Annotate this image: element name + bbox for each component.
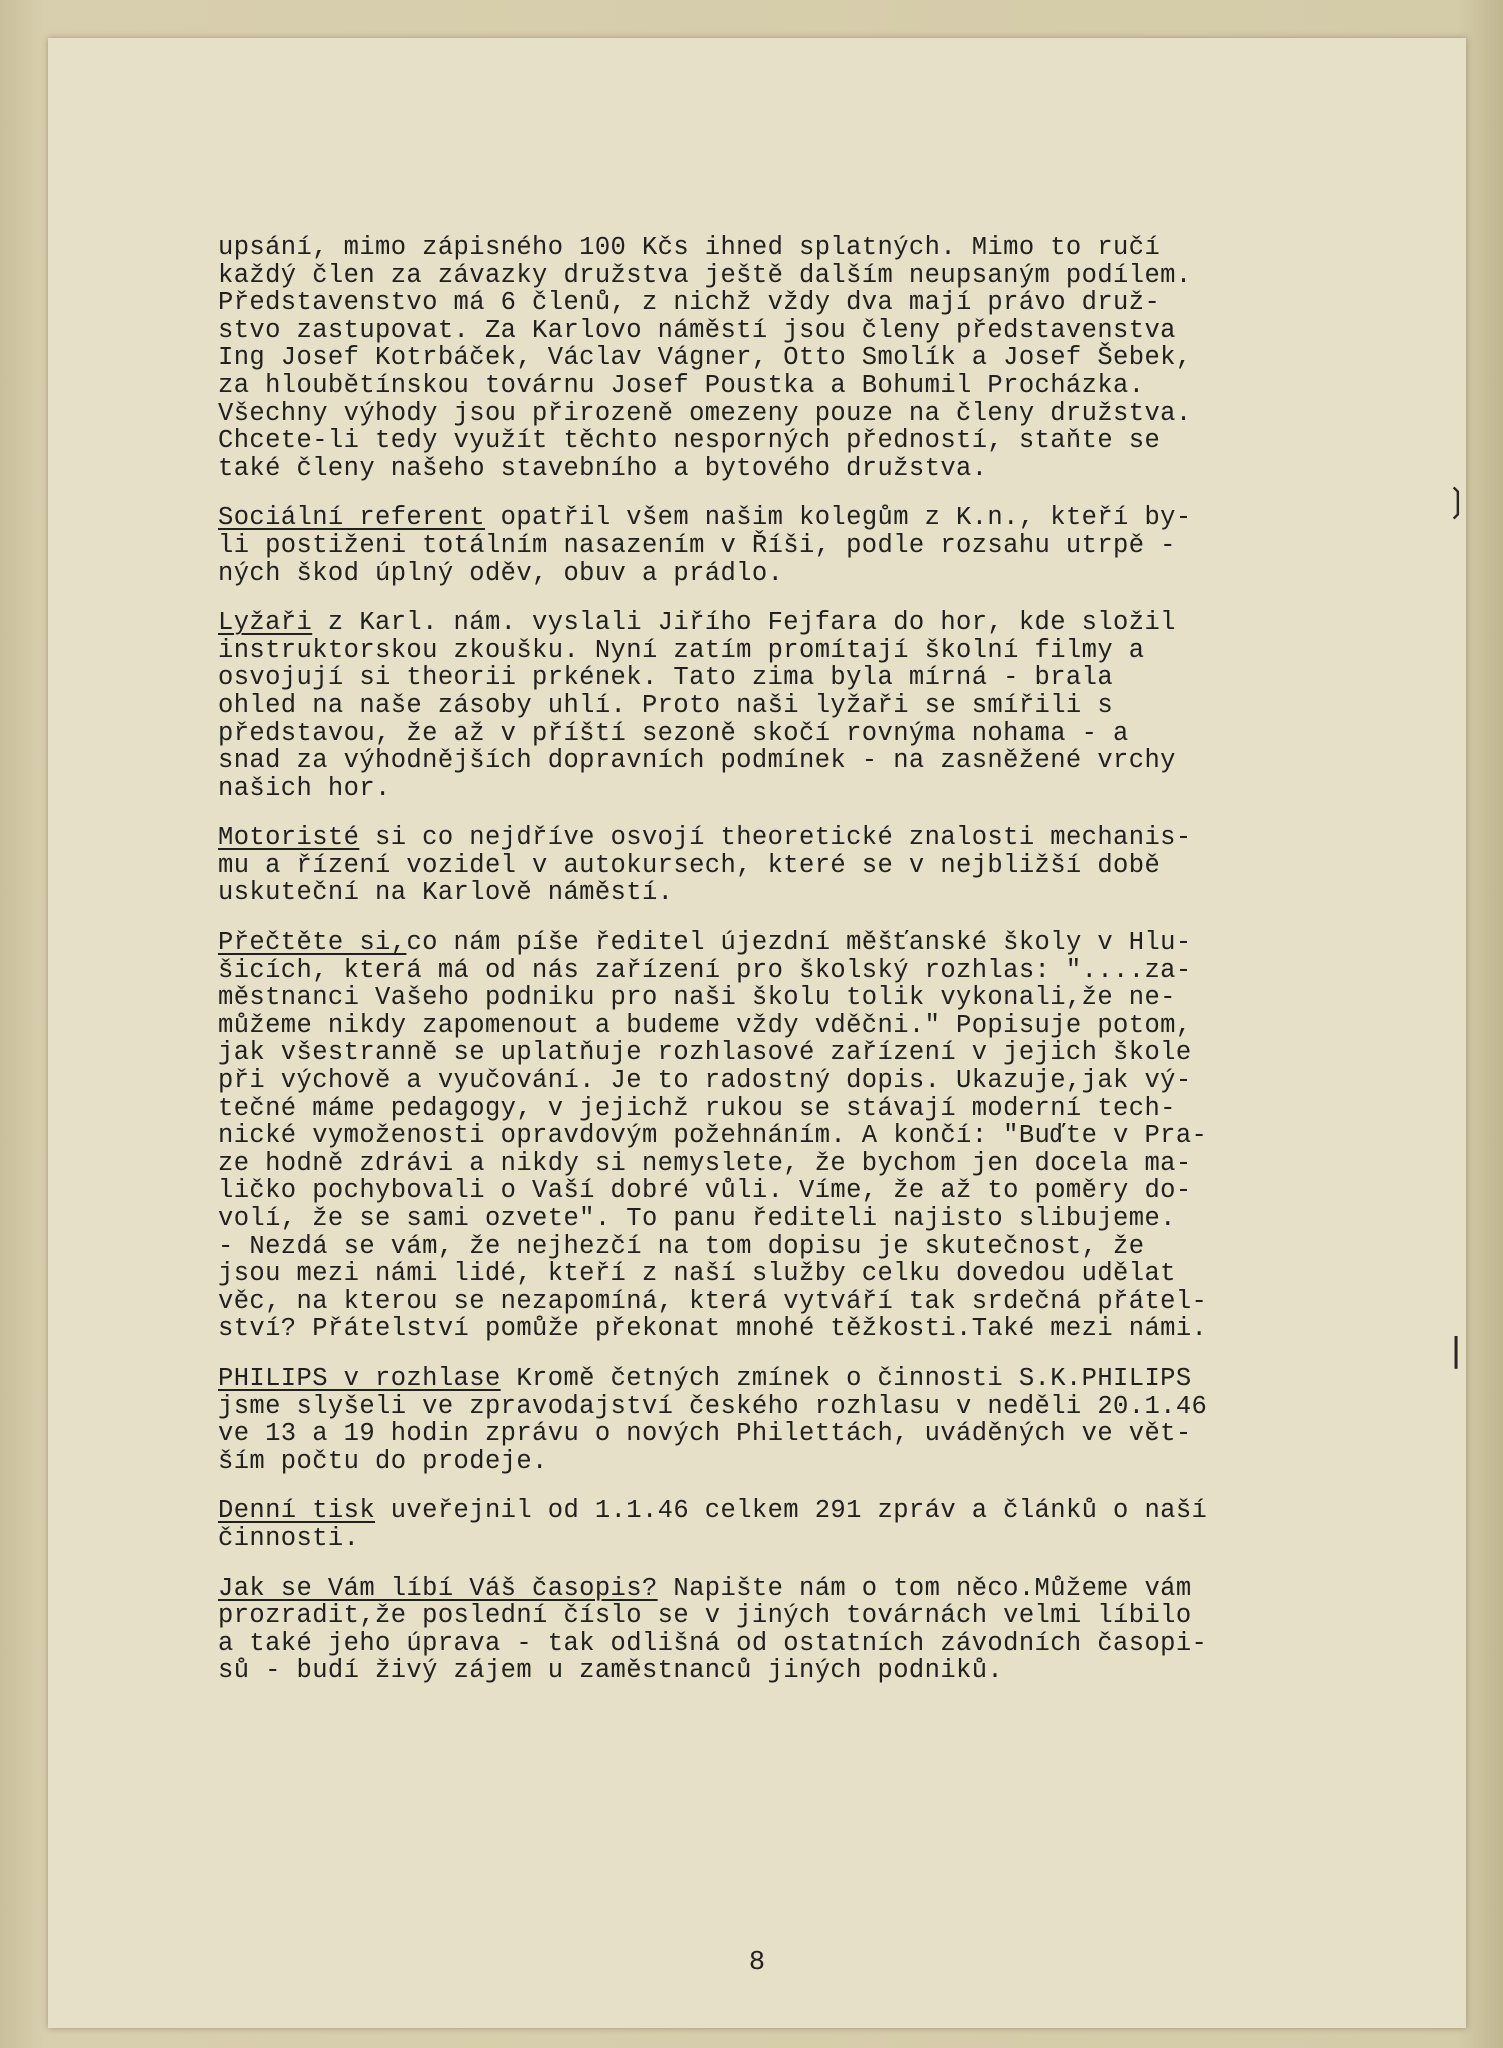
page-number: 8 bbox=[748, 1948, 766, 1978]
line-text: představou, že až v příští sezoně skočí rovnýma nohama - a bbox=[218, 718, 1129, 748]
text-line bbox=[218, 720, 1368, 748]
line-text: snad za výhodnějších dopravních podmínek - na zasněžené vrchy bbox=[218, 746, 1176, 776]
text-line bbox=[218, 1630, 1368, 1658]
text-line bbox=[218, 1095, 1368, 1123]
line-text: ličko pochybovali o Vaší dobré vůli. Víme, že až to poměry do- bbox=[218, 1176, 1192, 1206]
text-line bbox=[218, 852, 1368, 880]
document-page bbox=[48, 38, 1469, 2028]
text-line bbox=[218, 929, 1368, 957]
text-line bbox=[218, 984, 1368, 1012]
text-line bbox=[218, 427, 1368, 455]
text-line bbox=[218, 879, 1368, 907]
text-line bbox=[218, 1039, 1368, 1067]
paragraph bbox=[218, 609, 1368, 802]
text-line bbox=[218, 1288, 1368, 1316]
text-line bbox=[218, 1602, 1368, 1630]
edge-mark-ink-bottom: ❘ bbox=[1444, 1332, 1469, 1377]
text-line bbox=[218, 1575, 1368, 1603]
line-text: osvojují si theorii prkének. Tato zima byla mírná - brala bbox=[218, 663, 1114, 693]
line-text: jsme slyšeli ve zpravodajství českého rozhlasu v neděli 20.1.46 bbox=[218, 1391, 1208, 1421]
text-line bbox=[218, 664, 1368, 692]
line-text: stvo zastupovat. Za Karlovo náměstí jsou členy představenstva bbox=[218, 315, 1176, 345]
line-text: mu a řízení vozidel v autokursech, které se v nejbližší době bbox=[218, 850, 1161, 880]
paragraph bbox=[218, 1497, 1368, 1552]
text-line bbox=[218, 289, 1368, 317]
line-text: a také jeho úprava - tak odlišná od ostatních závodních časopi- bbox=[218, 1628, 1208, 1658]
text-line bbox=[218, 1260, 1368, 1288]
line-text: věc, na kterou se nezapomíná, která vytváří tak srdečná přátel- bbox=[218, 1286, 1208, 1316]
text-line bbox=[218, 1393, 1368, 1421]
text-line bbox=[218, 1365, 1368, 1393]
text-line bbox=[218, 504, 1368, 532]
line-text: nické vymoženosti opravdovým požehnáním. A končí: "Buďte v Pra- bbox=[218, 1121, 1208, 1151]
line-text: také členy našeho stavebního a bytového družstva. bbox=[218, 453, 988, 483]
paragraph bbox=[218, 929, 1368, 1343]
line-text: Všechny výhody jsou přirozeně omezeny pouze na členy družstva. bbox=[218, 398, 1192, 428]
section-heading: PHILIPS v rozhlase bbox=[218, 1363, 501, 1393]
section-heading: Sociální referent bbox=[218, 503, 485, 533]
line-text: Kromě četných zmínek o činnosti S.K.PHILIPS bbox=[500, 1363, 1192, 1393]
line-text: upsání, mimo zápisného 100 Kčs ihned splatných. Mimo to ručí bbox=[218, 233, 1161, 262]
line-text: sů - budí živý zájem u zaměstnanců jiných podniků. bbox=[218, 1656, 1004, 1686]
line-text: jak všestranně se uplatňuje rozhlasové zařízení v jejich škole bbox=[218, 1038, 1192, 1068]
text-line bbox=[218, 262, 1368, 290]
line-text: činnosti. bbox=[218, 1523, 360, 1553]
line-text: li postiženi totálním nasazením v Říši, podle rozsahu utrpě - bbox=[218, 530, 1176, 560]
text-line bbox=[218, 1657, 1368, 1685]
line-text: při výchově a vyučování. Je to radostný dopis. Ukazuje,jak vý- bbox=[218, 1066, 1192, 1096]
line-text: prozradit,že poslední číslo se v jiných továrnách velmi líbilo bbox=[218, 1601, 1192, 1631]
paragraph bbox=[218, 824, 1368, 907]
line-text: z Karl. nám. vyslali Jiřího Fejfara do hor, kde složil bbox=[312, 608, 1176, 638]
line-text: ohled na naše zásoby uhlí. Proto naši lyžaři se smířili s bbox=[218, 690, 1114, 720]
line-text: ve 13 a 19 hodin zprávu o nových Philettách, uváděných ve vět- bbox=[218, 1419, 1192, 1449]
line-text: každý člen za závazky družstva ještě dalším neupsaným podílem. bbox=[218, 260, 1192, 290]
line-text: ze hodně zdrávi a nikdy si nemyslete, že bychom jen docela ma- bbox=[218, 1148, 1192, 1178]
line-text: Ing Josef Kotrbáček, Václav Vágner, Otto Smolík a Josef Šebek, bbox=[218, 343, 1192, 373]
line-text: si co nejdříve osvojí theoretické znalosti mechanis- bbox=[359, 823, 1192, 853]
text-line bbox=[218, 1525, 1368, 1553]
section-heading: Denní tisk bbox=[218, 1496, 376, 1526]
text-line bbox=[218, 400, 1368, 428]
line-text: Představenstvo má 6 členů, z nichž vždy dva mají právo druž- bbox=[218, 288, 1161, 318]
section-heading: Motoristé bbox=[218, 823, 360, 853]
text-line bbox=[218, 1420, 1368, 1448]
line-text: uskuteční na Karlově náměstí. bbox=[218, 878, 674, 908]
text-line bbox=[218, 532, 1368, 560]
text-line bbox=[218, 1150, 1368, 1178]
line-text: ství? Přátelství pomůže překonat mnohé těžkosti.Také mezi námi. bbox=[218, 1314, 1208, 1344]
line-text: ných škod úplný oděv, obuv a prádlo. bbox=[218, 558, 784, 588]
line-text: můžeme nikdy zapomenout a budeme vždy vděčni." Popisuje potom, bbox=[218, 1010, 1192, 1040]
text-line bbox=[218, 344, 1368, 372]
section-heading: Lyžaři bbox=[218, 608, 313, 638]
section-heading: Přečtěte si, bbox=[218, 928, 407, 958]
line-text: jsou mezi námi lidé, kteří z naší služby celku dovedou udělat bbox=[218, 1259, 1176, 1289]
section-heading: Jak se Vám líbí Váš časopis? bbox=[218, 1573, 658, 1603]
text-line bbox=[218, 317, 1368, 345]
newsletter-text bbox=[218, 234, 1368, 1707]
text-line bbox=[218, 1205, 1368, 1233]
text-line bbox=[218, 1315, 1368, 1343]
text-line bbox=[218, 637, 1368, 665]
edge-mark-ink-top: ❳ bbox=[1444, 482, 1469, 527]
line-text: - Nezdá se vám, že nejhezčí na tom dopisu je skutečnost, že bbox=[218, 1231, 1145, 1261]
paragraph bbox=[218, 1365, 1368, 1475]
text-line bbox=[218, 372, 1368, 400]
line-text: volí, že se sami ozvete". To panu řediteli najisto slibujeme. bbox=[218, 1204, 1176, 1233]
text-line bbox=[218, 692, 1368, 720]
text-line bbox=[218, 1233, 1368, 1261]
paragraph bbox=[218, 504, 1368, 587]
text-line bbox=[218, 455, 1368, 483]
text-line bbox=[218, 234, 1368, 262]
text-line bbox=[218, 1067, 1368, 1095]
line-text: uveřejnil od 1.1.46 celkem 291 zpráv a článků o naší bbox=[375, 1496, 1208, 1526]
text-line bbox=[218, 560, 1368, 588]
text-line bbox=[218, 1497, 1368, 1525]
text-line bbox=[218, 1122, 1368, 1150]
line-text: co nám píše ředitel újezdní měšťanské školy v Hlu- bbox=[406, 928, 1192, 958]
text-line bbox=[218, 747, 1368, 775]
text-line bbox=[218, 1448, 1368, 1476]
line-text: šicích, která má od nás zařízení pro školský rozhlas: "....za- bbox=[218, 955, 1192, 985]
line-text: za hloubětínskou továrnu Josef Poustka a Bohumil Procházka. bbox=[218, 370, 1145, 400]
line-text: městnanci Vašeho podniku pro naši školu tolik vykonali,že ne- bbox=[218, 983, 1176, 1013]
text-line bbox=[218, 775, 1368, 803]
line-text: ším počtu do prodeje. bbox=[218, 1446, 548, 1476]
line-text: Napište nám o tom něco.Můžeme vám bbox=[657, 1573, 1192, 1603]
line-text: Chcete-li tedy využít těchto nesporných předností, staňte se bbox=[218, 426, 1161, 456]
line-text: opatřil všem našim kolegům z K.n., kteří by- bbox=[484, 503, 1192, 533]
line-text: našich hor. bbox=[218, 773, 391, 803]
text-line bbox=[218, 824, 1368, 852]
text-line bbox=[218, 1177, 1368, 1205]
paragraph bbox=[218, 1575, 1368, 1685]
paragraph bbox=[218, 234, 1368, 482]
text-line bbox=[218, 957, 1368, 985]
text-line bbox=[218, 609, 1368, 637]
text-line bbox=[218, 1012, 1368, 1040]
line-text: tečné máme pedagogy, v jejichž rukou se stávají moderní tech- bbox=[218, 1093, 1176, 1123]
line-text: instruktorskou zkoušku. Nyní zatím promítají školní filmy a bbox=[218, 635, 1145, 665]
